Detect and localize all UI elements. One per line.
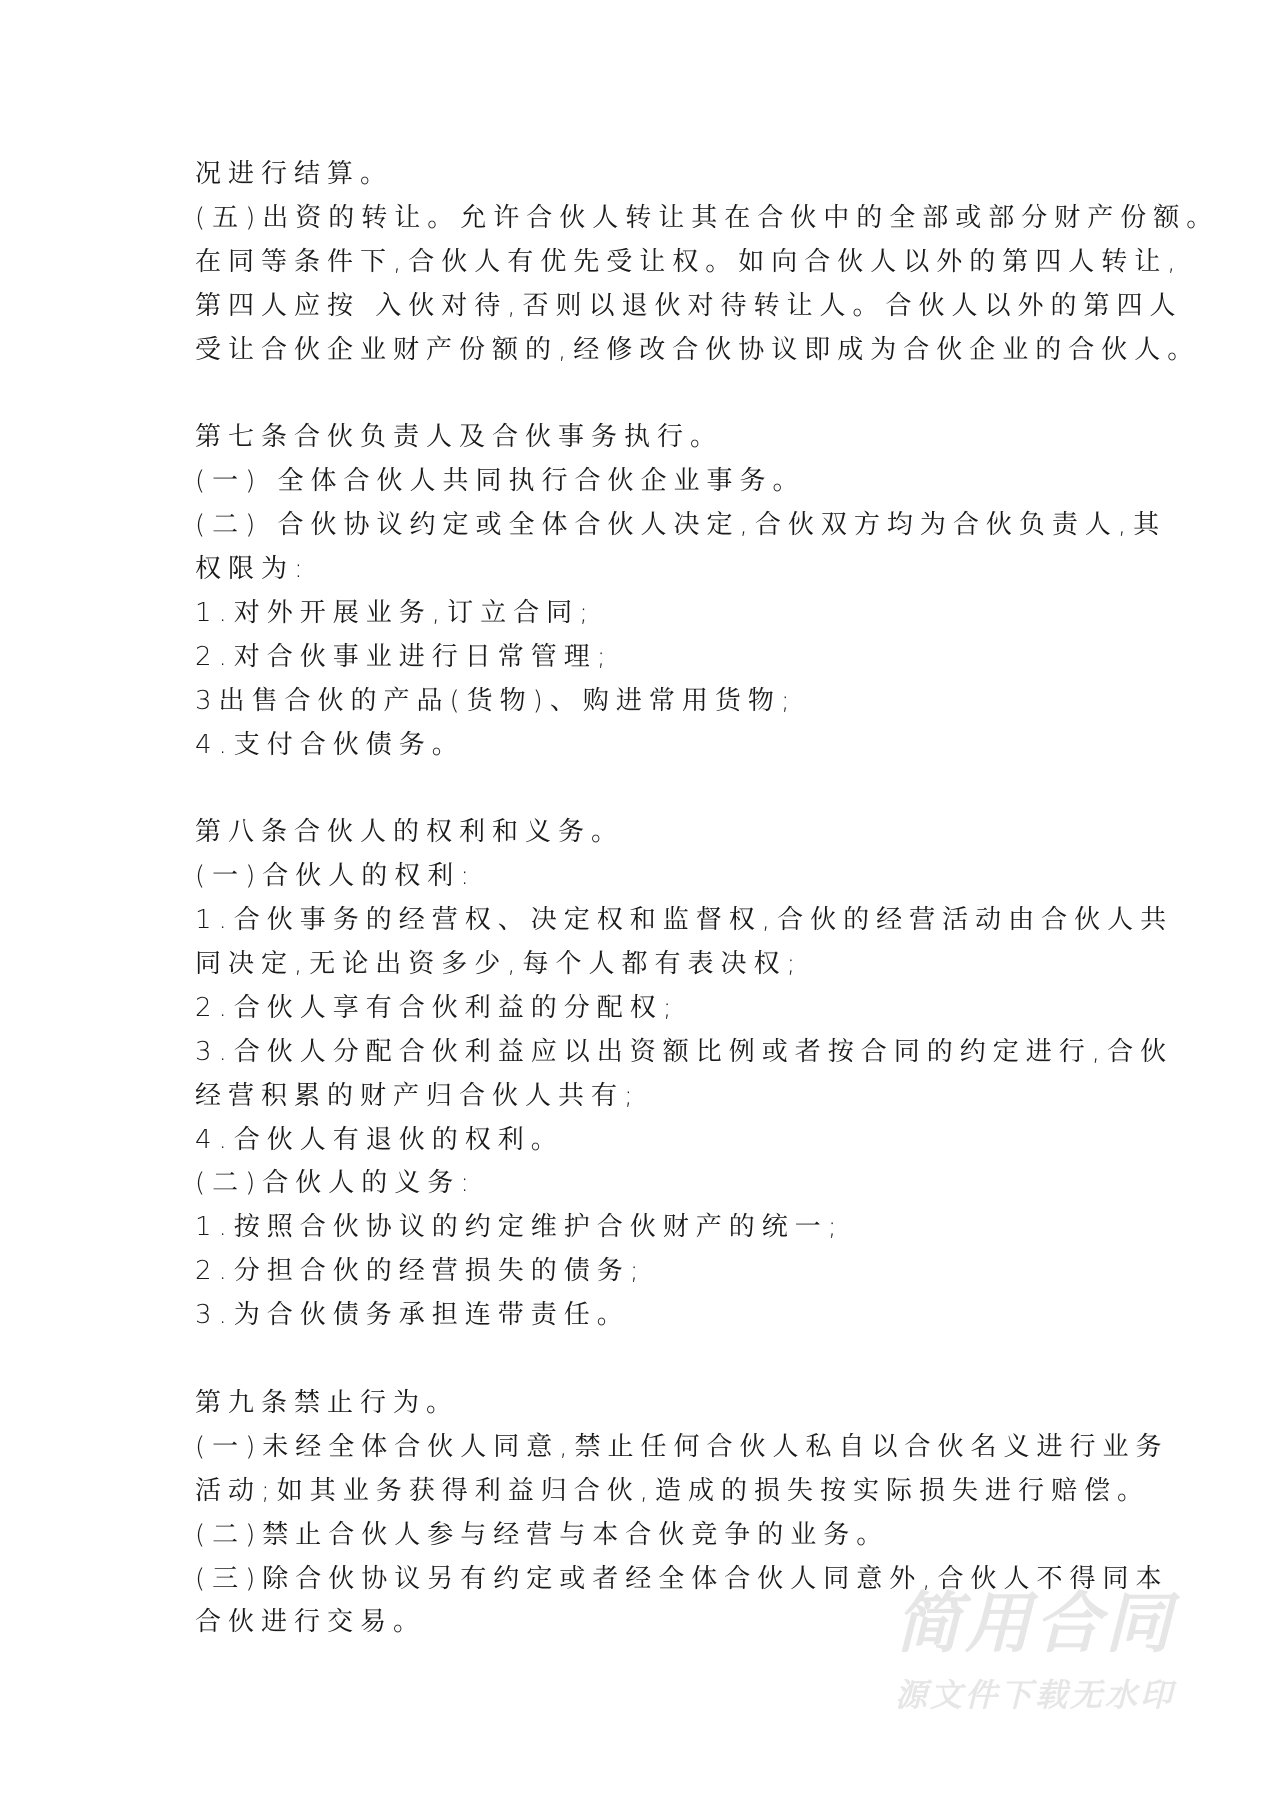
text-line: 1.按照合伙协议的约定维护合伙财产的统一; — [195, 1212, 844, 1243]
article-heading: 第七条合伙负责人及合伙事务执行。 — [195, 422, 724, 453]
article-heading: 第八条合伙人的权利和义务。 — [195, 817, 625, 848]
text-line: (二)合伙人的义务: — [195, 1168, 477, 1199]
text-line: 3出售合伙的产品(货物)、购进常用货物; — [195, 685, 797, 716]
paragraph-gap — [195, 372, 1115, 416]
text-line: 4.合伙人有退伙的权利。 — [195, 1124, 564, 1155]
text-line: 2.合伙人享有合伙利益的分配权; — [195, 992, 679, 1023]
watermark-tagline: 源文件下载无水印 — [894, 1676, 1175, 1714]
text-line: 第四人应按 入伙对待,否则以退伙对待转让人。合伙人以外的第四人 — [195, 290, 1183, 321]
text-line: 3.为合伙债务承担连带责任。 — [195, 1300, 630, 1331]
text-line: (二) 合伙协议约定或全体合伙人决定,合伙双方均为合伙负责人,其 — [195, 510, 1167, 541]
text-line: 况进行结算。 — [195, 159, 394, 189]
text-line: 2.分担合伙的经营损失的债务; — [195, 1256, 646, 1287]
text-line: 3.合伙人分配合伙利益应以出资额比例或者按合同的约定进行,合伙 — [195, 1036, 1174, 1067]
paragraph-gap — [195, 1338, 1115, 1382]
text-line: 经营积累的财产归合伙人共有; — [195, 1080, 640, 1111]
article-9-section — [195, 1382, 1169, 1645]
watermark-brand: 简用合同 — [895, 1585, 1175, 1662]
text-line: 活动;如其业务获得利益归合伙,造成的损失按实际损失进行赔偿。 — [195, 1475, 1151, 1506]
article-8-section — [195, 811, 1174, 1338]
text-line: 同决定,无论出资多少,每个人都有表决权; — [195, 949, 803, 980]
paragraph-gap — [195, 767, 1115, 811]
text-line: 权限为: — [195, 554, 310, 585]
text-line: 2.对合伙事业进行日常管理; — [195, 641, 613, 672]
text-line: (五)出资的转让。允许合伙人转让其在合伙中的全部或部分财产份额。 — [195, 202, 1220, 233]
text-line: 1.合伙事务的经营权、决定权和监督权,合伙的经营活动由合伙人共 — [195, 905, 1174, 936]
text-line: (一) 全体合伙人共同执行合伙企业事务。 — [195, 466, 806, 497]
text-line: 合伙进行交易。 — [195, 1607, 427, 1638]
text-line: (一)未经全体合伙人同意,禁止任何合伙人私自以合伙名义进行业务 — [195, 1431, 1169, 1462]
text-line: 1.对外开展业务,订立合同; — [195, 597, 595, 628]
text-line: 受让合伙企业财产份额的,经修改合伙协议即成为合伙企业的合伙人。 — [195, 334, 1201, 365]
continuation-section — [195, 153, 1220, 372]
article-heading: 第九条禁止行为。 — [195, 1387, 460, 1418]
text-line: 在同等条件下,合伙人有优先受让权。如向合伙人以外的第四人转让, — [195, 246, 1183, 277]
text-line: (三)除合伙协议另有约定或者经全体合伙人同意外,合伙人不得同本 — [195, 1563, 1169, 1594]
text-line: (二)禁止合伙人参与经营与本合伙竞争的业务。 — [195, 1519, 890, 1550]
document-body — [195, 153, 1220, 1645]
text-line: 4.支付合伙债务。 — [195, 729, 465, 760]
text-line: (一)合伙人的权利: — [195, 861, 477, 892]
article-7-section — [195, 416, 1167, 767]
